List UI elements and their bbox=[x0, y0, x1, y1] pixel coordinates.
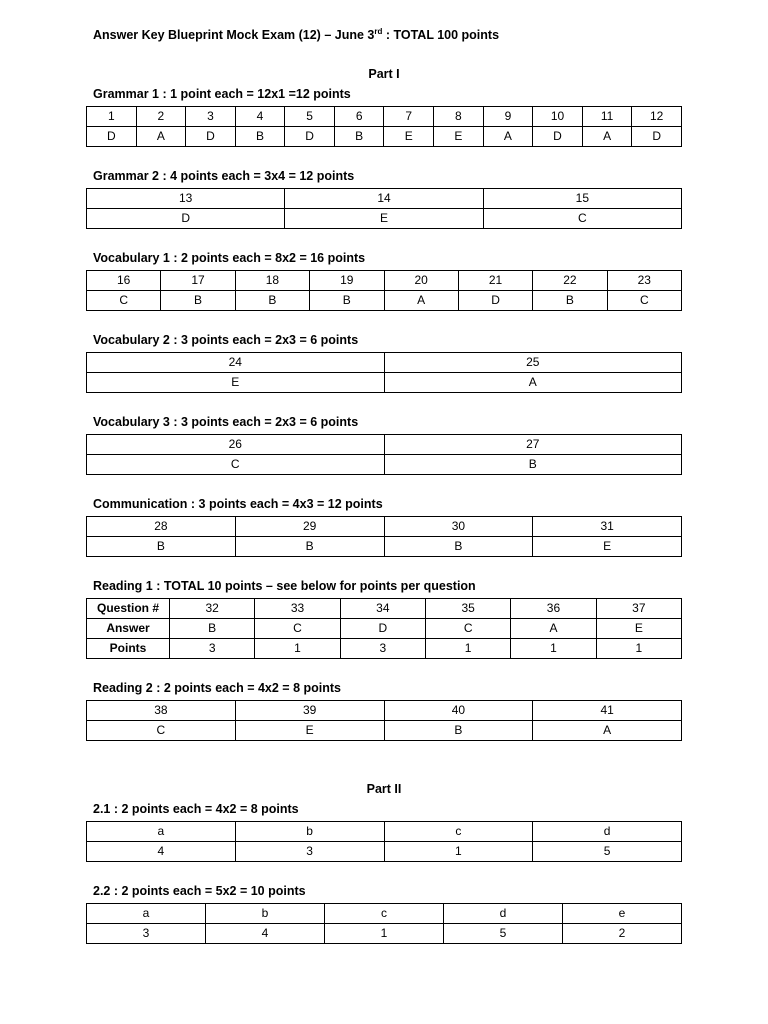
question-number: 33 bbox=[255, 599, 340, 619]
answer-cell: C bbox=[607, 291, 681, 311]
section-2-1-title: 2.1 : 2 points each = 4x2 = 8 points bbox=[93, 802, 299, 816]
question-number: 2 bbox=[136, 107, 186, 127]
section-2-2-title: 2.2 : 2 points each = 5x2 = 10 points bbox=[93, 884, 306, 898]
answer-cell: B bbox=[310, 291, 384, 311]
question-number: 27 bbox=[384, 435, 682, 455]
section-2-1-answer-row bbox=[87, 842, 682, 862]
answer-cell: B bbox=[384, 455, 682, 475]
answer-cell: D bbox=[458, 291, 532, 311]
question-number: 11 bbox=[582, 107, 632, 127]
answer-cell: A bbox=[582, 127, 632, 147]
answer-cell: 4 bbox=[206, 924, 325, 944]
item-label: c bbox=[384, 822, 533, 842]
answer-cell: E bbox=[434, 127, 484, 147]
question-number: 17 bbox=[161, 271, 235, 291]
row-label-question: Question # bbox=[87, 599, 170, 619]
vocab3-title: Vocabulary 3 : 3 points each = 2x3 = 6 points bbox=[93, 415, 359, 429]
question-number: 23 bbox=[607, 271, 681, 291]
answer-cell: A bbox=[511, 619, 596, 639]
question-number: 9 bbox=[483, 107, 533, 127]
item-label: c bbox=[325, 904, 444, 924]
grammar2-number-row bbox=[87, 189, 682, 209]
answer-cell: B bbox=[161, 291, 235, 311]
title-text: Answer Key Blueprint Mock Exam (12) – June 3 bbox=[93, 28, 375, 43]
answer-cell: E bbox=[87, 373, 385, 393]
answer-cell: D bbox=[87, 209, 285, 229]
question-number: 13 bbox=[87, 189, 285, 209]
question-number: 35 bbox=[425, 599, 510, 619]
question-number: 34 bbox=[340, 599, 425, 619]
question-number: 41 bbox=[533, 701, 682, 721]
reading1-title: Reading 1 : TOTAL 10 points – see below for points per question bbox=[93, 579, 476, 593]
section-2-1-label-row bbox=[87, 822, 682, 842]
reading1-table bbox=[86, 598, 682, 659]
answer-cell: C bbox=[87, 291, 161, 311]
question-number: 30 bbox=[384, 517, 533, 537]
answer-cell: 3 bbox=[235, 842, 384, 862]
answer-cell: 1 bbox=[325, 924, 444, 944]
question-number: 39 bbox=[235, 701, 384, 721]
grammar1-answer-row bbox=[87, 127, 682, 147]
item-label: a bbox=[87, 822, 236, 842]
vocab3-table bbox=[86, 434, 682, 475]
title-suffix: : TOTAL 100 points bbox=[382, 28, 500, 43]
reading2-title: Reading 2 : 2 points each = 4x2 = 8 points bbox=[93, 681, 341, 695]
answer-cell: 5 bbox=[444, 924, 563, 944]
communication-number-row bbox=[87, 517, 682, 537]
row-label-answer: Answer bbox=[87, 619, 170, 639]
answer-cell: B bbox=[235, 291, 309, 311]
grammar2-answer-row bbox=[87, 209, 682, 229]
item-label: d bbox=[533, 822, 682, 842]
section-2-2-table bbox=[86, 903, 682, 944]
question-number: 10 bbox=[533, 107, 583, 127]
answer-cell: B bbox=[87, 537, 236, 557]
communication-title: Communication : 3 points each = 4x3 = 12 points bbox=[93, 497, 383, 511]
item-label: b bbox=[206, 904, 325, 924]
row-label-points: Points bbox=[87, 639, 170, 659]
reading1-question-row bbox=[87, 599, 682, 619]
answer-cell: A bbox=[384, 291, 458, 311]
answer-cell: 4 bbox=[87, 842, 236, 862]
points-cell: 3 bbox=[170, 639, 255, 659]
question-number: 36 bbox=[511, 599, 596, 619]
answer-cell: B bbox=[235, 127, 285, 147]
question-number: 20 bbox=[384, 271, 458, 291]
vocab2-title: Vocabulary 2 : 3 points each = 2x3 = 6 points bbox=[93, 333, 359, 347]
points-cell: 1 bbox=[255, 639, 340, 659]
question-number: 6 bbox=[334, 107, 384, 127]
part-one-heading: Part I bbox=[368, 67, 400, 81]
question-number: 26 bbox=[87, 435, 385, 455]
points-cell: 1 bbox=[511, 639, 596, 659]
answer-cell: D bbox=[340, 619, 425, 639]
question-number: 1 bbox=[87, 107, 137, 127]
question-number: 24 bbox=[87, 353, 385, 373]
communication-table bbox=[86, 516, 682, 557]
grammar1-title: Grammar 1 : 1 point each = 12x1 =12 points bbox=[93, 87, 351, 101]
question-number: 21 bbox=[458, 271, 532, 291]
reading1-points-row bbox=[87, 639, 682, 659]
vocab3-number-row bbox=[87, 435, 682, 455]
question-number: 38 bbox=[87, 701, 236, 721]
reading2-table bbox=[86, 700, 682, 741]
grammar2-title: Grammar 2 : 4 points each = 3x4 = 12 points bbox=[93, 169, 355, 183]
vocab1-table bbox=[86, 270, 682, 311]
vocab1-answer-row bbox=[87, 291, 682, 311]
item-label: b bbox=[235, 822, 384, 842]
grammar1-number-row bbox=[87, 107, 682, 127]
answer-cell: B bbox=[235, 537, 384, 557]
question-number: 32 bbox=[170, 599, 255, 619]
answer-cell: 1 bbox=[384, 842, 533, 862]
vocab2-answer-row bbox=[87, 373, 682, 393]
section-2-2-answer-row bbox=[87, 924, 682, 944]
answer-cell: C bbox=[425, 619, 510, 639]
vocab1-number-row bbox=[87, 271, 682, 291]
answer-cell: B bbox=[170, 619, 255, 639]
grammar2-table bbox=[86, 188, 682, 229]
answer-cell: C bbox=[483, 209, 681, 229]
points-cell: 1 bbox=[596, 639, 681, 659]
reading1-answer-row bbox=[87, 619, 682, 639]
question-number: 28 bbox=[87, 517, 236, 537]
question-number: 25 bbox=[384, 353, 682, 373]
communication-answer-row bbox=[87, 537, 682, 557]
grammar1-table bbox=[86, 106, 682, 147]
answer-cell: E bbox=[384, 127, 434, 147]
answer-cell: C bbox=[87, 455, 385, 475]
section-2-1-table bbox=[86, 821, 682, 862]
vocab2-number-row bbox=[87, 353, 682, 373]
answer-cell: D bbox=[533, 127, 583, 147]
question-number: 7 bbox=[384, 107, 434, 127]
question-number: 37 bbox=[596, 599, 681, 619]
question-number: 16 bbox=[87, 271, 161, 291]
answer-cell: B bbox=[384, 537, 533, 557]
answer-cell: A bbox=[384, 373, 682, 393]
answer-cell: C bbox=[255, 619, 340, 639]
answer-cell: B bbox=[334, 127, 384, 147]
item-label: a bbox=[87, 904, 206, 924]
question-number: 29 bbox=[235, 517, 384, 537]
points-cell: 1 bbox=[425, 639, 510, 659]
answer-cell: D bbox=[186, 127, 236, 147]
question-number: 18 bbox=[235, 271, 309, 291]
question-number: 19 bbox=[310, 271, 384, 291]
item-label: e bbox=[563, 904, 682, 924]
answer-cell: A bbox=[136, 127, 186, 147]
answer-cell: B bbox=[384, 721, 533, 741]
answer-cell: D bbox=[632, 127, 682, 147]
item-label: d bbox=[444, 904, 563, 924]
answer-cell: 5 bbox=[533, 842, 682, 862]
answer-cell: E bbox=[235, 721, 384, 741]
question-number: 4 bbox=[235, 107, 285, 127]
answer-cell: E bbox=[596, 619, 681, 639]
answer-cell: 2 bbox=[563, 924, 682, 944]
answer-cell: E bbox=[285, 209, 483, 229]
question-number: 22 bbox=[533, 271, 607, 291]
question-number: 12 bbox=[632, 107, 682, 127]
answer-cell: E bbox=[533, 537, 682, 557]
question-number: 8 bbox=[434, 107, 484, 127]
question-number: 14 bbox=[285, 189, 483, 209]
question-number: 40 bbox=[384, 701, 533, 721]
title-superscript: rd bbox=[374, 27, 383, 36]
question-number: 31 bbox=[533, 517, 682, 537]
question-number: 3 bbox=[186, 107, 236, 127]
answer-cell: A bbox=[533, 721, 682, 741]
points-cell: 3 bbox=[340, 639, 425, 659]
reading2-number-row bbox=[87, 701, 682, 721]
answer-cell: D bbox=[285, 127, 335, 147]
vocab1-title: Vocabulary 1 : 2 points each = 8x2 = 16 points bbox=[93, 251, 366, 265]
part-two-heading: Part II bbox=[366, 782, 402, 796]
answer-cell: B bbox=[533, 291, 607, 311]
answer-cell: A bbox=[483, 127, 533, 147]
section-2-2-label-row bbox=[87, 904, 682, 924]
vocab3-answer-row bbox=[87, 455, 682, 475]
answer-cell: 3 bbox=[87, 924, 206, 944]
reading2-answer-row bbox=[87, 721, 682, 741]
vocab2-table bbox=[86, 352, 682, 393]
document-title bbox=[93, 27, 499, 42]
answer-cell: D bbox=[87, 127, 137, 147]
question-number: 5 bbox=[285, 107, 335, 127]
answer-cell: C bbox=[87, 721, 236, 741]
question-number: 15 bbox=[483, 189, 681, 209]
